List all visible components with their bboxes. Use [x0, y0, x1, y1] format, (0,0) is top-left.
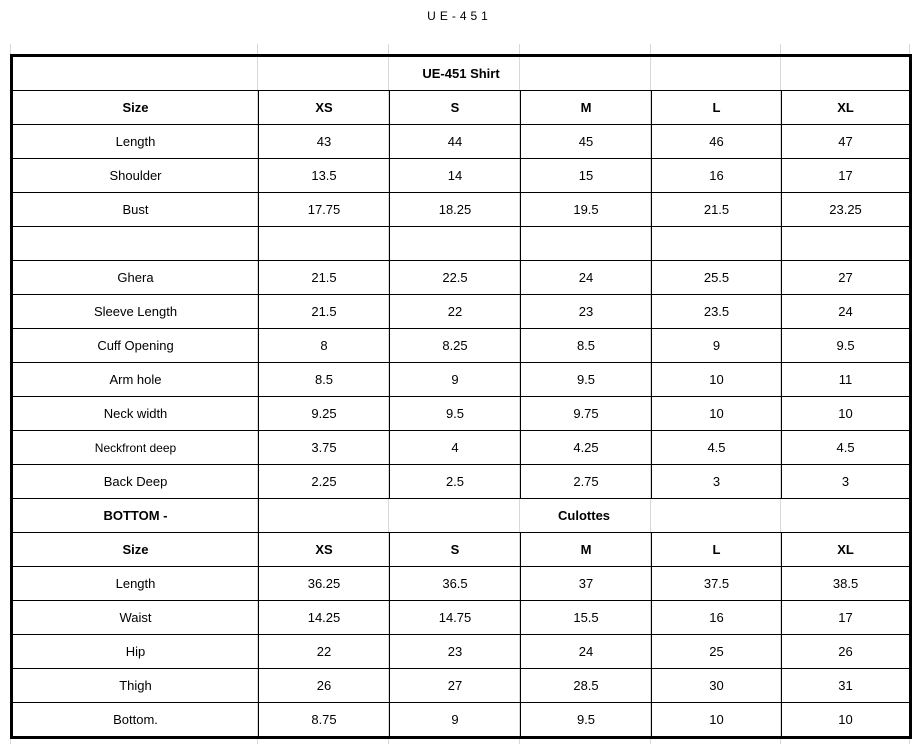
- blank-row: [12, 227, 911, 261]
- measurement-value: 17: [782, 601, 911, 635]
- measurement-label: Neck width: [12, 397, 259, 431]
- measurement-row: [12, 261, 911, 295]
- measurement-value: 30: [652, 669, 782, 703]
- measurement-label: Hip: [12, 635, 259, 669]
- document-heading: UE-451: [427, 9, 492, 23]
- measurement-value: 10: [782, 397, 911, 431]
- measurement-value: 8.75: [259, 703, 390, 738]
- measurement-row: [12, 703, 911, 738]
- measurement-value: 38.5: [782, 567, 911, 601]
- measurement-label: Ghera: [12, 261, 259, 295]
- measurement-value: 25.5: [652, 261, 782, 295]
- size-chart-table: [10, 54, 912, 739]
- measurement-value: 14.75: [390, 601, 521, 635]
- measurement-label: Neckfront deep: [12, 431, 259, 465]
- measurement-value: 3: [652, 465, 782, 499]
- shirt-title-row: [12, 56, 911, 91]
- measurement-value: 9.5: [782, 329, 911, 363]
- size-header-m: M: [521, 91, 652, 125]
- measurement-value: 4: [390, 431, 521, 465]
- size-header-l: L: [652, 533, 782, 567]
- measurement-value: 8.25: [390, 329, 521, 363]
- size-header-xl: XL: [782, 91, 911, 125]
- shirt-title: UE-451 Shirt: [12, 56, 911, 91]
- measurement-value: 24: [521, 635, 652, 669]
- measurement-value: 37: [521, 567, 652, 601]
- measurement-value: 24: [782, 295, 911, 329]
- measurement-value: 10: [652, 703, 782, 738]
- measurement-row: [12, 635, 911, 669]
- measurement-value: 27: [782, 261, 911, 295]
- measurement-value: 17.75: [259, 193, 390, 227]
- measurement-value: 8.5: [259, 363, 390, 397]
- blank-cell: [521, 227, 652, 261]
- measurement-value: 15.5: [521, 601, 652, 635]
- size-header-xs: XS: [259, 91, 390, 125]
- size-header-xs: XS: [259, 533, 390, 567]
- measurement-value: 8.5: [521, 329, 652, 363]
- measurement-value: 9.5: [521, 363, 652, 397]
- measurement-value: 23: [390, 635, 521, 669]
- measurement-row: [12, 329, 911, 363]
- measurement-label: Bust: [12, 193, 259, 227]
- measurement-value: 44: [390, 125, 521, 159]
- measurement-row: [12, 567, 911, 601]
- measurement-row: [12, 397, 911, 431]
- measurement-value: 14: [390, 159, 521, 193]
- measurement-label: Sleeve Length: [12, 295, 259, 329]
- measurement-value: 26: [259, 669, 390, 703]
- measurement-value: 13.5: [259, 159, 390, 193]
- measurement-value: 21.5: [259, 261, 390, 295]
- measurement-label: Length: [12, 125, 259, 159]
- measurement-value: 2.75: [521, 465, 652, 499]
- measurement-value: 10: [652, 397, 782, 431]
- measurement-row: [12, 431, 911, 465]
- size-header-l: L: [652, 91, 782, 125]
- measurement-value: 3: [782, 465, 911, 499]
- measurement-value: 47: [782, 125, 911, 159]
- measurement-value: 14.25: [259, 601, 390, 635]
- measurement-value: 24: [521, 261, 652, 295]
- measurement-value: 10: [782, 703, 911, 738]
- measurement-value: 45: [521, 125, 652, 159]
- measurement-label: Thigh: [12, 669, 259, 703]
- measurement-value: 9.5: [390, 397, 521, 431]
- shirt-size-header-row: [12, 91, 911, 125]
- measurement-value: 8: [259, 329, 390, 363]
- measurement-value: 22: [390, 295, 521, 329]
- bottom-section-label: BOTTOM -: [12, 499, 259, 533]
- blank-cell: [782, 227, 911, 261]
- measurement-row: [12, 125, 911, 159]
- measurement-label: Waist: [12, 601, 259, 635]
- measurement-value: 2.5: [390, 465, 521, 499]
- measurement-label: Cuff Opening: [12, 329, 259, 363]
- size-chart-body: [12, 56, 911, 738]
- size-header-label: Size: [12, 91, 259, 125]
- size-header-m: M: [521, 533, 652, 567]
- measurement-value: 2.25: [259, 465, 390, 499]
- measurement-value: 31: [782, 669, 911, 703]
- measurement-value: 9: [652, 329, 782, 363]
- measurement-value: 18.25: [390, 193, 521, 227]
- measurement-label: Arm hole: [12, 363, 259, 397]
- measurement-row: [12, 669, 911, 703]
- measurement-value: 19.5: [521, 193, 652, 227]
- measurement-value: 43: [259, 125, 390, 159]
- measurement-value: 9.25: [259, 397, 390, 431]
- measurement-value: 21.5: [259, 295, 390, 329]
- measurement-value: 4.5: [652, 431, 782, 465]
- measurement-value: 22: [259, 635, 390, 669]
- measurement-label: Length: [12, 567, 259, 601]
- culottes-title: Culottes: [259, 499, 911, 533]
- measurement-value: 3.75: [259, 431, 390, 465]
- measurement-value: 25: [652, 635, 782, 669]
- size-header-label: Size: [12, 533, 259, 567]
- measurement-label: Bottom.: [12, 703, 259, 738]
- measurement-value: 22.5: [390, 261, 521, 295]
- measurement-value: 16: [652, 601, 782, 635]
- measurement-value: 10: [652, 363, 782, 397]
- measurement-value: 11: [782, 363, 911, 397]
- measurement-row: [12, 465, 911, 499]
- blank-cell: [652, 227, 782, 261]
- measurement-row: [12, 193, 911, 227]
- measurement-value: 4.5: [782, 431, 911, 465]
- bottom-title-row: [12, 499, 911, 533]
- measurement-value: 28.5: [521, 669, 652, 703]
- culottes-size-header-row: [12, 533, 911, 567]
- measurement-row: [12, 363, 911, 397]
- measurement-value: 9.5: [521, 703, 652, 738]
- measurement-value: 9: [390, 363, 521, 397]
- measurement-value: 37.5: [652, 567, 782, 601]
- measurement-value: 27: [390, 669, 521, 703]
- measurement-row: [12, 601, 911, 635]
- measurement-row: [12, 295, 911, 329]
- measurement-value: 9: [390, 703, 521, 738]
- measurement-value: 16: [652, 159, 782, 193]
- measurement-value: 46: [652, 125, 782, 159]
- measurement-label: Shoulder: [12, 159, 259, 193]
- measurement-value: 4.25: [521, 431, 652, 465]
- measurement-value: 26: [782, 635, 911, 669]
- measurement-value: 21.5: [652, 193, 782, 227]
- blank-cell: [12, 227, 259, 261]
- measurement-value: 36.25: [259, 567, 390, 601]
- size-header-s: S: [390, 533, 521, 567]
- blank-cell: [259, 227, 390, 261]
- size-header-s: S: [390, 91, 521, 125]
- blank-cell: [390, 227, 521, 261]
- measurement-value: 15: [521, 159, 652, 193]
- measurement-value: 36.5: [390, 567, 521, 601]
- size-header-xl: XL: [782, 533, 911, 567]
- measurement-value: 9.75: [521, 397, 652, 431]
- measurement-value: 23: [521, 295, 652, 329]
- measurement-label: Back Deep: [12, 465, 259, 499]
- measurement-value: 23.25: [782, 193, 911, 227]
- measurement-value: 23.5: [652, 295, 782, 329]
- measurement-value: 17: [782, 159, 911, 193]
- measurement-row: [12, 159, 911, 193]
